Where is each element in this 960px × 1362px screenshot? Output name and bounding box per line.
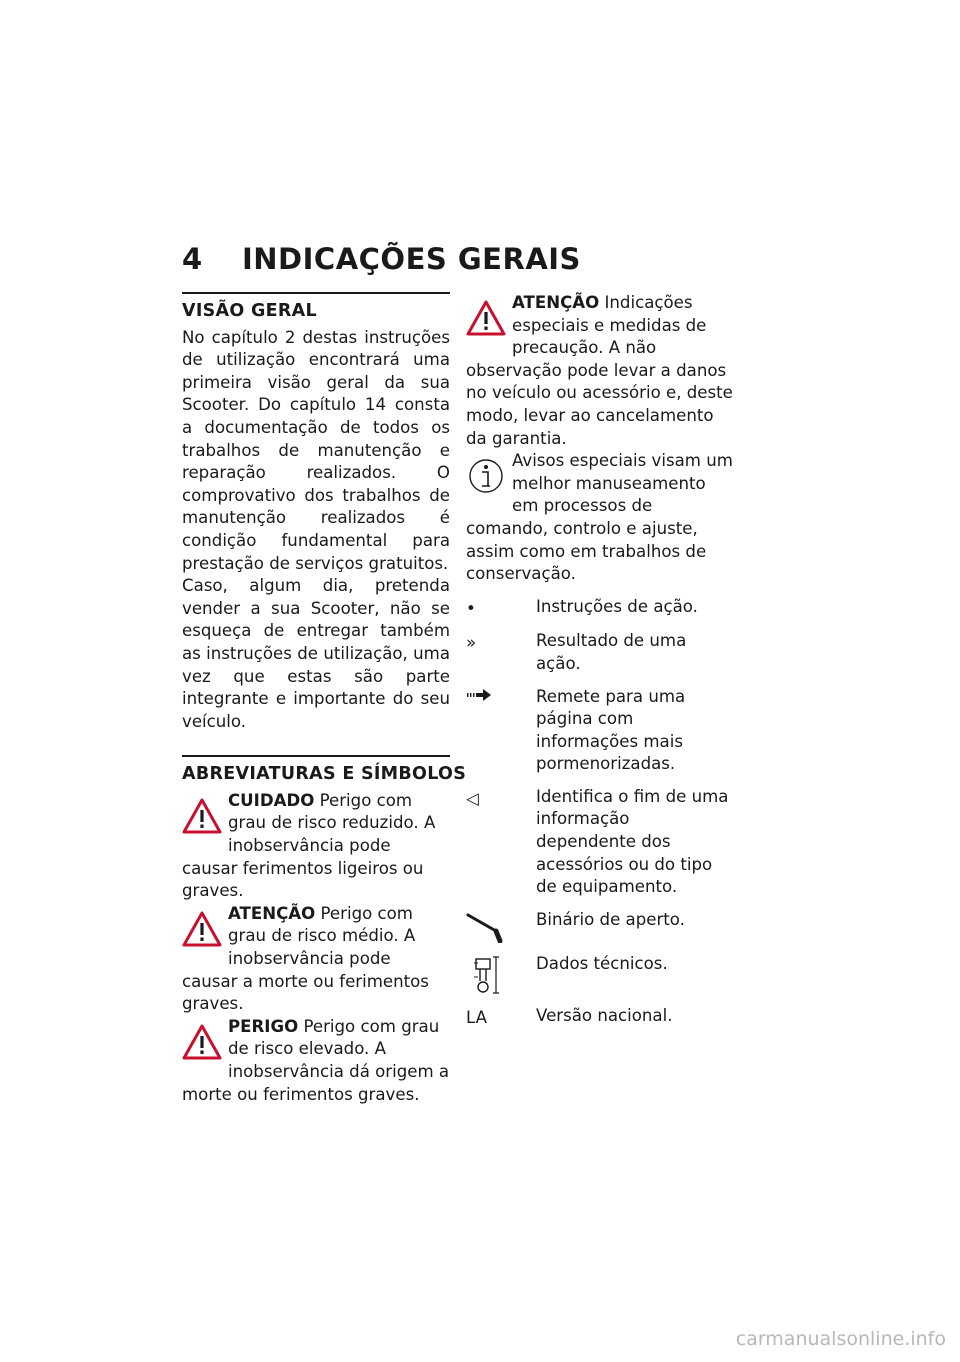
symbol-description: Binário de aperto. <box>536 909 685 929</box>
notice-atencao <box>466 292 734 450</box>
overview-heading: VISÃO GERAL <box>182 292 450 323</box>
symbol-row <box>466 686 734 776</box>
symbol-description: Instruções de ação. <box>536 596 698 616</box>
overview-paragraph-2: Caso, algum dia, pretenda vender a sua Scooter, não se esqueça de entregar também as instruções de utilização, uma vez que estas são parte integrante e importante do seu veículo. <box>182 576 450 731</box>
warning-cuidado <box>182 790 450 903</box>
warning-text: Perigo com grau de risco reduzido. A inobservância pode causar ferimentos ligeiros ou graves. <box>182 790 436 901</box>
technical-data-icon <box>466 953 536 995</box>
warning-atencao <box>182 903 450 1016</box>
end-triangle-icon: ◁ <box>466 788 479 808</box>
info-text: Avisos especiais visam um melhor manuseamento em processos de comando, controlo e ajuste, assim como em trabalhos de conservação. <box>466 451 733 584</box>
page-reference-arrow-icon <box>466 686 536 702</box>
symbol-row <box>466 596 734 621</box>
chapter-name: INDICAÇÕES GERAIS <box>242 242 581 276</box>
overview-paragraph-1: No capítulo 2 destas instruções de utilização encontrará uma primeira visão geral da sua Scooter. Do capítulo 14 consta a documentação de todos os trabalhos de manutenção e reparação realizados. O comprovativo dos trabalhos de manutenção realizados é condição fundamental para prestação de serviços gratuitos. <box>182 327 450 573</box>
warning-label: CUIDADO <box>228 790 315 810</box>
watermark: carmanualsonline.info <box>735 1328 946 1350</box>
warning-triangle-icon <box>182 1020 222 1064</box>
warning-perigo <box>182 1016 450 1106</box>
warning-text: Perigo com grau de risco elevado. A inobservância dá origem a morte ou ferimentos graves. <box>182 1016 450 1104</box>
warning-triangle-icon <box>182 794 222 838</box>
warning-label: ATENÇÃO <box>228 903 316 923</box>
warning-triangle-icon <box>466 296 506 340</box>
warning-text: Perigo com grau de risco médio. A inobservância pode causar a morte ou ferimentos graves. <box>182 903 429 1014</box>
info-notice <box>466 450 734 586</box>
notice-label: ATENÇÃO <box>512 293 600 312</box>
notice-text: Indicações especiais e medidas de precaução. A não observação pode levar a danos no veículo ou acessório e, deste modo, levar ao cancelamento da garantia. <box>466 293 733 448</box>
symbol-description: Dados técnicos. <box>536 953 668 973</box>
symbol-description: Remete para uma página com informações mais pormenorizadas. <box>536 686 686 774</box>
symbol-description: Identifica o fim de uma informação dependente dos acessórios ou do tipo de equipamento. <box>536 786 729 897</box>
symbol-row <box>466 786 734 899</box>
warning-label: PERIGO <box>228 1016 299 1036</box>
chapter-number: 4 <box>182 242 203 276</box>
symbol-row <box>466 630 734 675</box>
symbol-row <box>466 1005 734 1030</box>
symbol-description: Versão nacional. <box>536 1005 673 1025</box>
info-icon <box>466 454 506 498</box>
torque-wrench-icon <box>466 909 536 943</box>
symbol-row <box>466 953 734 995</box>
chapter-title <box>182 242 581 276</box>
symbol-row <box>466 909 734 943</box>
left-column <box>182 292 467 1106</box>
country-version-label: LA <box>466 1007 487 1027</box>
right-column <box>466 292 734 1029</box>
symbol-description: Resultado de uma ação. <box>536 631 687 673</box>
abbreviations-heading: ABREVIATURAS E SÍMBOLOS <box>182 755 450 786</box>
bullet-icon: • <box>466 598 476 618</box>
warning-triangle-icon <box>182 907 222 951</box>
result-arrow-icon: » <box>466 633 477 653</box>
